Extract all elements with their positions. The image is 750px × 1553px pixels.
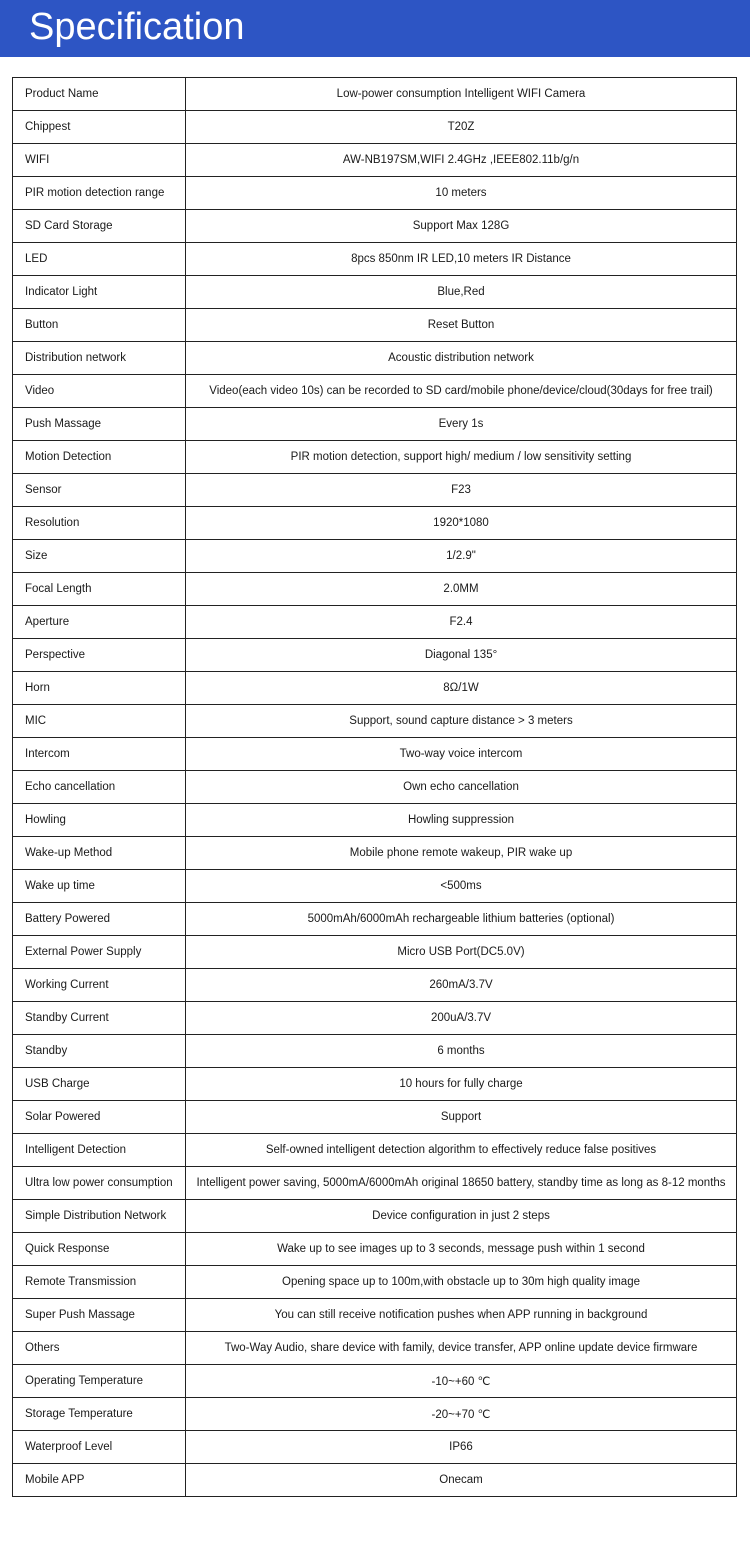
spec-row [13,507,737,540]
spec-value: You can still receive notification pushes when APP running in background [186,1299,737,1332]
spec-row [13,870,737,903]
spec-value: 8pcs 850nm IR LED,10 meters IR Distance [186,243,737,276]
spec-row [13,375,737,408]
spec-value: 260mA/3.7V [186,969,737,1002]
spec-row [13,540,737,573]
spec-value: F23 [186,474,737,507]
spec-label: Push Massage [13,408,186,441]
spec-label: Distribution network [13,342,186,375]
spec-label: WIFI [13,144,186,177]
spec-label: SD Card Storage [13,210,186,243]
spec-value: 1/2.9" [186,540,737,573]
spec-value: Two-way voice intercom [186,738,737,771]
spec-row [13,837,737,870]
spec-value: IP66 [186,1431,737,1464]
spec-label: Product Name [13,78,186,111]
spec-value: Acoustic distribution network [186,342,737,375]
spec-row [13,441,737,474]
spec-row [13,969,737,1002]
spec-value: F2.4 [186,606,737,639]
spec-row [13,1167,737,1200]
spec-label: Operating Temperature [13,1365,186,1398]
spec-value: Intelligent power saving, 5000mA/6000mAh original 18650 battery, standby time as long as 8-12 months [186,1167,737,1200]
spec-value: Self-owned intelligent detection algorithm to effectively reduce false positives [186,1134,737,1167]
spec-value: 5000mAh/6000mAh rechargeable lithium batteries (optional) [186,903,737,936]
spec-label: Mobile APP [13,1464,186,1497]
spec-label: Perspective [13,639,186,672]
spec-value: Every 1s [186,408,737,441]
spec-value: Micro USB Port(DC5.0V) [186,936,737,969]
spec-value: 8Ω/1W [186,672,737,705]
spec-value: Device configuration in just 2 steps [186,1200,737,1233]
specification-table [12,77,737,1497]
spec-row [13,1068,737,1101]
spec-value: Reset Button [186,309,737,342]
spec-label: Standby Current [13,1002,186,1035]
spec-label: Wake-up Method [13,837,186,870]
spec-row [13,936,737,969]
spec-value: -10~+60 ℃ [186,1365,737,1398]
spec-row [13,1200,737,1233]
spec-label: Focal Length [13,573,186,606]
spec-value: Opening space up to 100m,with obstacle up to 30m high quality image [186,1266,737,1299]
spec-value: Mobile phone remote wakeup, PIR wake up [186,837,737,870]
spec-row [13,672,737,705]
spec-value: 1920*1080 [186,507,737,540]
spec-row [13,1101,737,1134]
spec-row [13,1365,737,1398]
spec-row [13,1002,737,1035]
header-banner [0,0,750,57]
spec-label: External Power Supply [13,936,186,969]
page-title: Specification [29,6,245,48]
spec-label: Motion Detection [13,441,186,474]
spec-value: Two-Way Audio, share device with family, device transfer, APP online update device firmware [186,1332,737,1365]
spec-value: 6 months [186,1035,737,1068]
specification-table-body [13,78,737,1497]
spec-label: Others [13,1332,186,1365]
spec-label: Resolution [13,507,186,540]
spec-label: Size [13,540,186,573]
spec-label: Battery Powered [13,903,186,936]
spec-row [13,903,737,936]
spec-value: Own echo cancellation [186,771,737,804]
spec-label: Wake up time [13,870,186,903]
spec-label: PIR motion detection range [13,177,186,210]
spec-row [13,1035,737,1068]
spec-label: Intercom [13,738,186,771]
spec-value: Video(each video 10s) can be recorded to SD card/mobile phone/device/cloud(30days for free trail) [186,375,737,408]
spec-row [13,78,737,111]
spec-row [13,705,737,738]
spec-row [13,111,737,144]
spec-label: Waterproof Level [13,1431,186,1464]
spec-label: Horn [13,672,186,705]
spec-row [13,309,737,342]
spec-value: 200uA/3.7V [186,1002,737,1035]
spec-row [13,771,737,804]
spec-row [13,1299,737,1332]
spec-label: LED [13,243,186,276]
spec-value: 10 meters [186,177,737,210]
spec-row [13,408,737,441]
spec-row [13,1431,737,1464]
spec-value: Howling suppression [186,804,737,837]
spec-row [13,1398,737,1431]
spec-value: Wake up to see images up to 3 seconds, message push within 1 second [186,1233,737,1266]
spec-value: Low-power consumption Intelligent WIFI Camera [186,78,737,111]
spec-label: Quick Response [13,1233,186,1266]
spec-value: Diagonal 135° [186,639,737,672]
spec-row [13,804,737,837]
spec-label: Sensor [13,474,186,507]
spec-row [13,1464,737,1497]
spec-label: Ultra low power consumption [13,1167,186,1200]
spec-value: 2.0MM [186,573,737,606]
spec-value: <500ms [186,870,737,903]
spec-row [13,1233,737,1266]
spec-value: 10 hours for fully charge [186,1068,737,1101]
spec-value: Support, sound capture distance > 3 meters [186,705,737,738]
spec-value: Support Max 128G [186,210,737,243]
spec-row [13,210,737,243]
spec-label: Intelligent Detection [13,1134,186,1167]
spec-row [13,1134,737,1167]
spec-row [13,474,737,507]
spec-label: Working Current [13,969,186,1002]
spec-row [13,738,737,771]
spec-row [13,342,737,375]
spec-label: USB Charge [13,1068,186,1101]
spec-label: Storage Temperature [13,1398,186,1431]
spec-label: Indicator Light [13,276,186,309]
spec-row [13,1266,737,1299]
spec-row [13,177,737,210]
spec-label: Button [13,309,186,342]
spec-value: Support [186,1101,737,1134]
spec-label: Solar Powered [13,1101,186,1134]
spec-label: MIC [13,705,186,738]
spec-label: Video [13,375,186,408]
spec-value: Blue,Red [186,276,737,309]
spec-label: Chippest [13,111,186,144]
spec-label: Remote Transmission [13,1266,186,1299]
spec-row [13,639,737,672]
spec-row [13,606,737,639]
spec-label: Super Push Massage [13,1299,186,1332]
spec-label: Echo cancellation [13,771,186,804]
spec-row [13,276,737,309]
spec-row [13,144,737,177]
spec-row [13,573,737,606]
spec-row [13,243,737,276]
spec-value: AW-NB197SM,WIFI 2.4GHz ,IEEE802.11b/g/n [186,144,737,177]
spec-label: Standby [13,1035,186,1068]
spec-value: T20Z [186,111,737,144]
spec-value: PIR motion detection, support high/ medium / low sensitivity setting [186,441,737,474]
spec-value: -20~+70 ℃ [186,1398,737,1431]
spec-row [13,1332,737,1365]
spec-value: Onecam [186,1464,737,1497]
spec-label: Howling [13,804,186,837]
spec-label: Aperture [13,606,186,639]
spec-label: Simple Distribution Network [13,1200,186,1233]
